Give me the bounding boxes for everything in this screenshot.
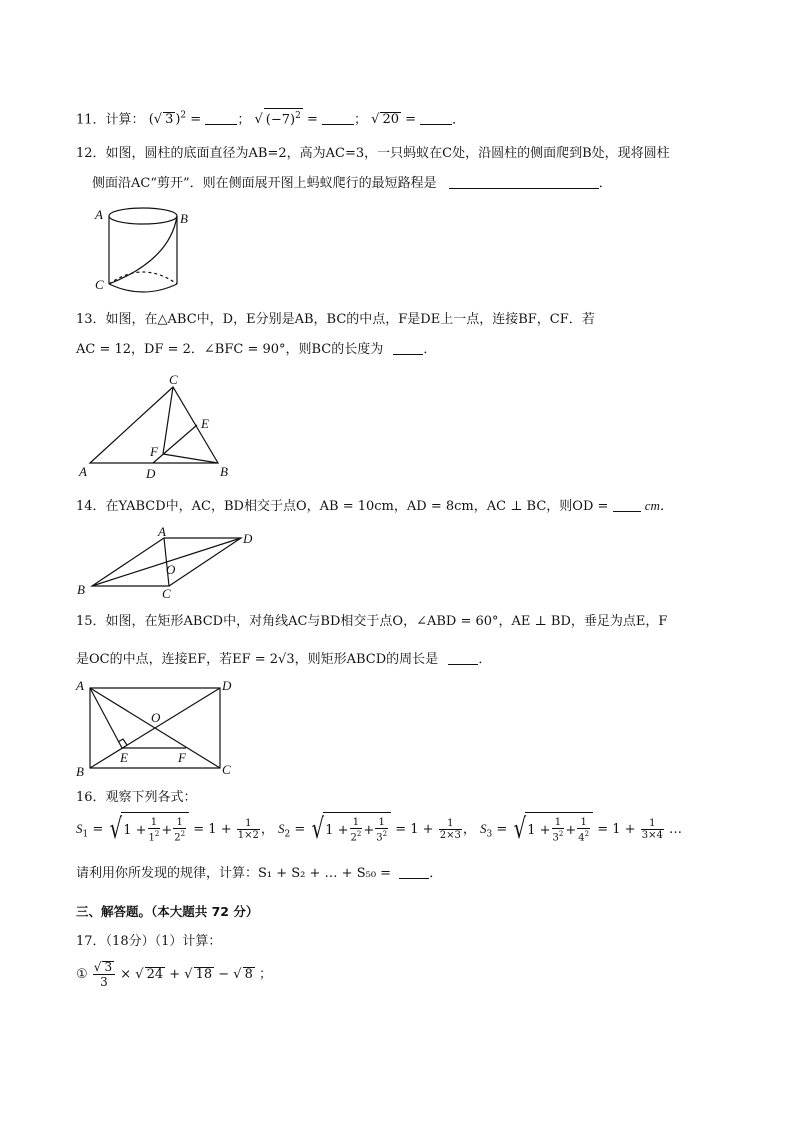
q11-sep: ； — [354, 112, 368, 128]
label-F: F — [150, 444, 158, 459]
q13-end: ． — [423, 342, 437, 357]
cylinder-top — [109, 208, 177, 224]
q16-ask-text: 请利用你所发现的规律，计算：S₁ + S₂ + … + S₅₀ = — [76, 866, 392, 881]
q15-answer-blank[interactable] — [448, 650, 478, 665]
q16-answer-blank[interactable] — [399, 864, 429, 879]
q14-line — [76, 496, 673, 517]
q14-text: 14．在YABCD中，AC，BD相交于点O，AB = 10cm，AD = 8cm，AC ⊥ BC，则OD = — [76, 499, 609, 514]
q11-blank-1[interactable] — [205, 110, 237, 125]
label-C: C — [169, 372, 178, 387]
q11-blank-3[interactable] — [420, 110, 452, 125]
label-D: D — [222, 678, 232, 693]
q11-end: ． — [452, 112, 466, 128]
label-C: C — [162, 586, 171, 600]
q11-blank-2[interactable] — [322, 110, 354, 125]
q11-expr3: √ 20 = — [371, 112, 417, 128]
label-E: E — [120, 750, 128, 765]
q12-answer-blank[interactable] — [449, 174, 599, 189]
label-O: O — [151, 710, 161, 725]
q16-s2: $S_2$ = √ 1 + $\frac{1}{2^2}$ + $\frac{1}{3^2}$ = 1 + $\frac{1}{2\times 3}$ ， — [277, 812, 480, 845]
q16-s1: $S_1$ = √ 1 + $\frac{1}{1^2}$ + $\frac{1}{2^2}$ = 1 + $\frac{1}{1\times 2}$ ， — [76, 812, 278, 845]
q13-text: AC = 12，DF = 2．∠BFC = 90°，则BC的长度为 — [76, 342, 384, 357]
q11-expr1: (√ 3 )$^2$ = — [148, 111, 202, 128]
label-A: A — [95, 207, 103, 222]
q11-prefix: 11．计算： — [76, 112, 145, 128]
q16-ask — [76, 864, 442, 884]
cylinder-bottom-back — [109, 272, 177, 284]
label-O: O — [166, 562, 176, 577]
rectangle-figure — [74, 676, 244, 780]
cylinder-figure — [90, 200, 200, 300]
q14-unit: cm． — [644, 498, 673, 513]
label-D: D — [146, 466, 156, 481]
label-B: B — [180, 211, 188, 226]
q15-line1: 15．如图，在矩形ABCD中，对角线AC与BD相交于点O，∠ABD = 60°，AE ⊥ BD，垂足为点E，F — [76, 614, 668, 629]
label-D: D — [243, 531, 253, 546]
q13-answer-blank[interactable] — [393, 340, 423, 355]
label-B: B — [77, 582, 85, 597]
q15-line2 — [76, 650, 491, 670]
segment-de — [153, 425, 197, 463]
q12-line2 — [92, 174, 612, 194]
triangle-figure — [76, 370, 246, 482]
q11-sep: ； — [237, 112, 251, 128]
q17-item1: ① $\frac{√ 3}{3}$ × √ 24 + √ 18 − √ 8 ； — [76, 960, 273, 989]
q16-end: ． — [429, 866, 443, 881]
parallelogram-figure — [74, 524, 264, 600]
segment-cf — [163, 387, 173, 454]
q12-text: 侧面沿AC“剪开”．则在侧面展开图上蚂蚁爬行的最短路程是 — [92, 176, 437, 191]
q14-answer-blank[interactable] — [613, 497, 641, 512]
label-B: B — [220, 464, 228, 479]
segment-ae — [90, 688, 122, 748]
q16-formulas — [76, 812, 682, 854]
label-E: E — [201, 416, 209, 431]
label-F: F — [178, 750, 186, 765]
label-B: B — [76, 764, 84, 779]
label-A: A — [79, 464, 87, 479]
label-A: A — [158, 524, 166, 539]
q11-expr2: √ $(-7)^2$ = — [254, 112, 317, 127]
ant-path — [109, 216, 177, 284]
q17-head: 17．（18分）（1）计算： — [76, 934, 222, 949]
label-A: A — [76, 678, 84, 693]
q13-line1: 13．如图，在△ABC中，D，E分别是AB，BC的中点，F是DE上一点，连接BF，CF．若 — [76, 312, 595, 327]
q15-text: 是OC的中点，连接EF，若EF = 2√3，则矩形ABCD的周长是 — [76, 652, 439, 667]
cylinder-bottom-front — [109, 284, 177, 292]
q16-title: 16．观察下列各式： — [76, 790, 197, 805]
segment-bf — [163, 454, 218, 463]
q11 — [76, 106, 465, 130]
q16-s3: $S_3$ = √ 1 + $\frac{1}{3^2}$ + $\frac{1}{4^2}$ = 1 + $\frac{1}{3\times 4}$ … — [479, 812, 682, 845]
q13-line2 — [76, 340, 436, 360]
q12-line1: 12．如图，圆柱的底面直径为AB=2，高为AC=3，一只蚂蚁在C处，沿圆柱的侧面爬到B处，现将圆柱 — [76, 146, 670, 161]
q15-end: ． — [478, 652, 492, 667]
label-C: C — [222, 762, 231, 777]
q12-end: ． — [598, 176, 612, 191]
section-heading: 三、解答题。（本大题共 72 分） — [76, 904, 259, 919]
label-C: C — [95, 277, 104, 292]
